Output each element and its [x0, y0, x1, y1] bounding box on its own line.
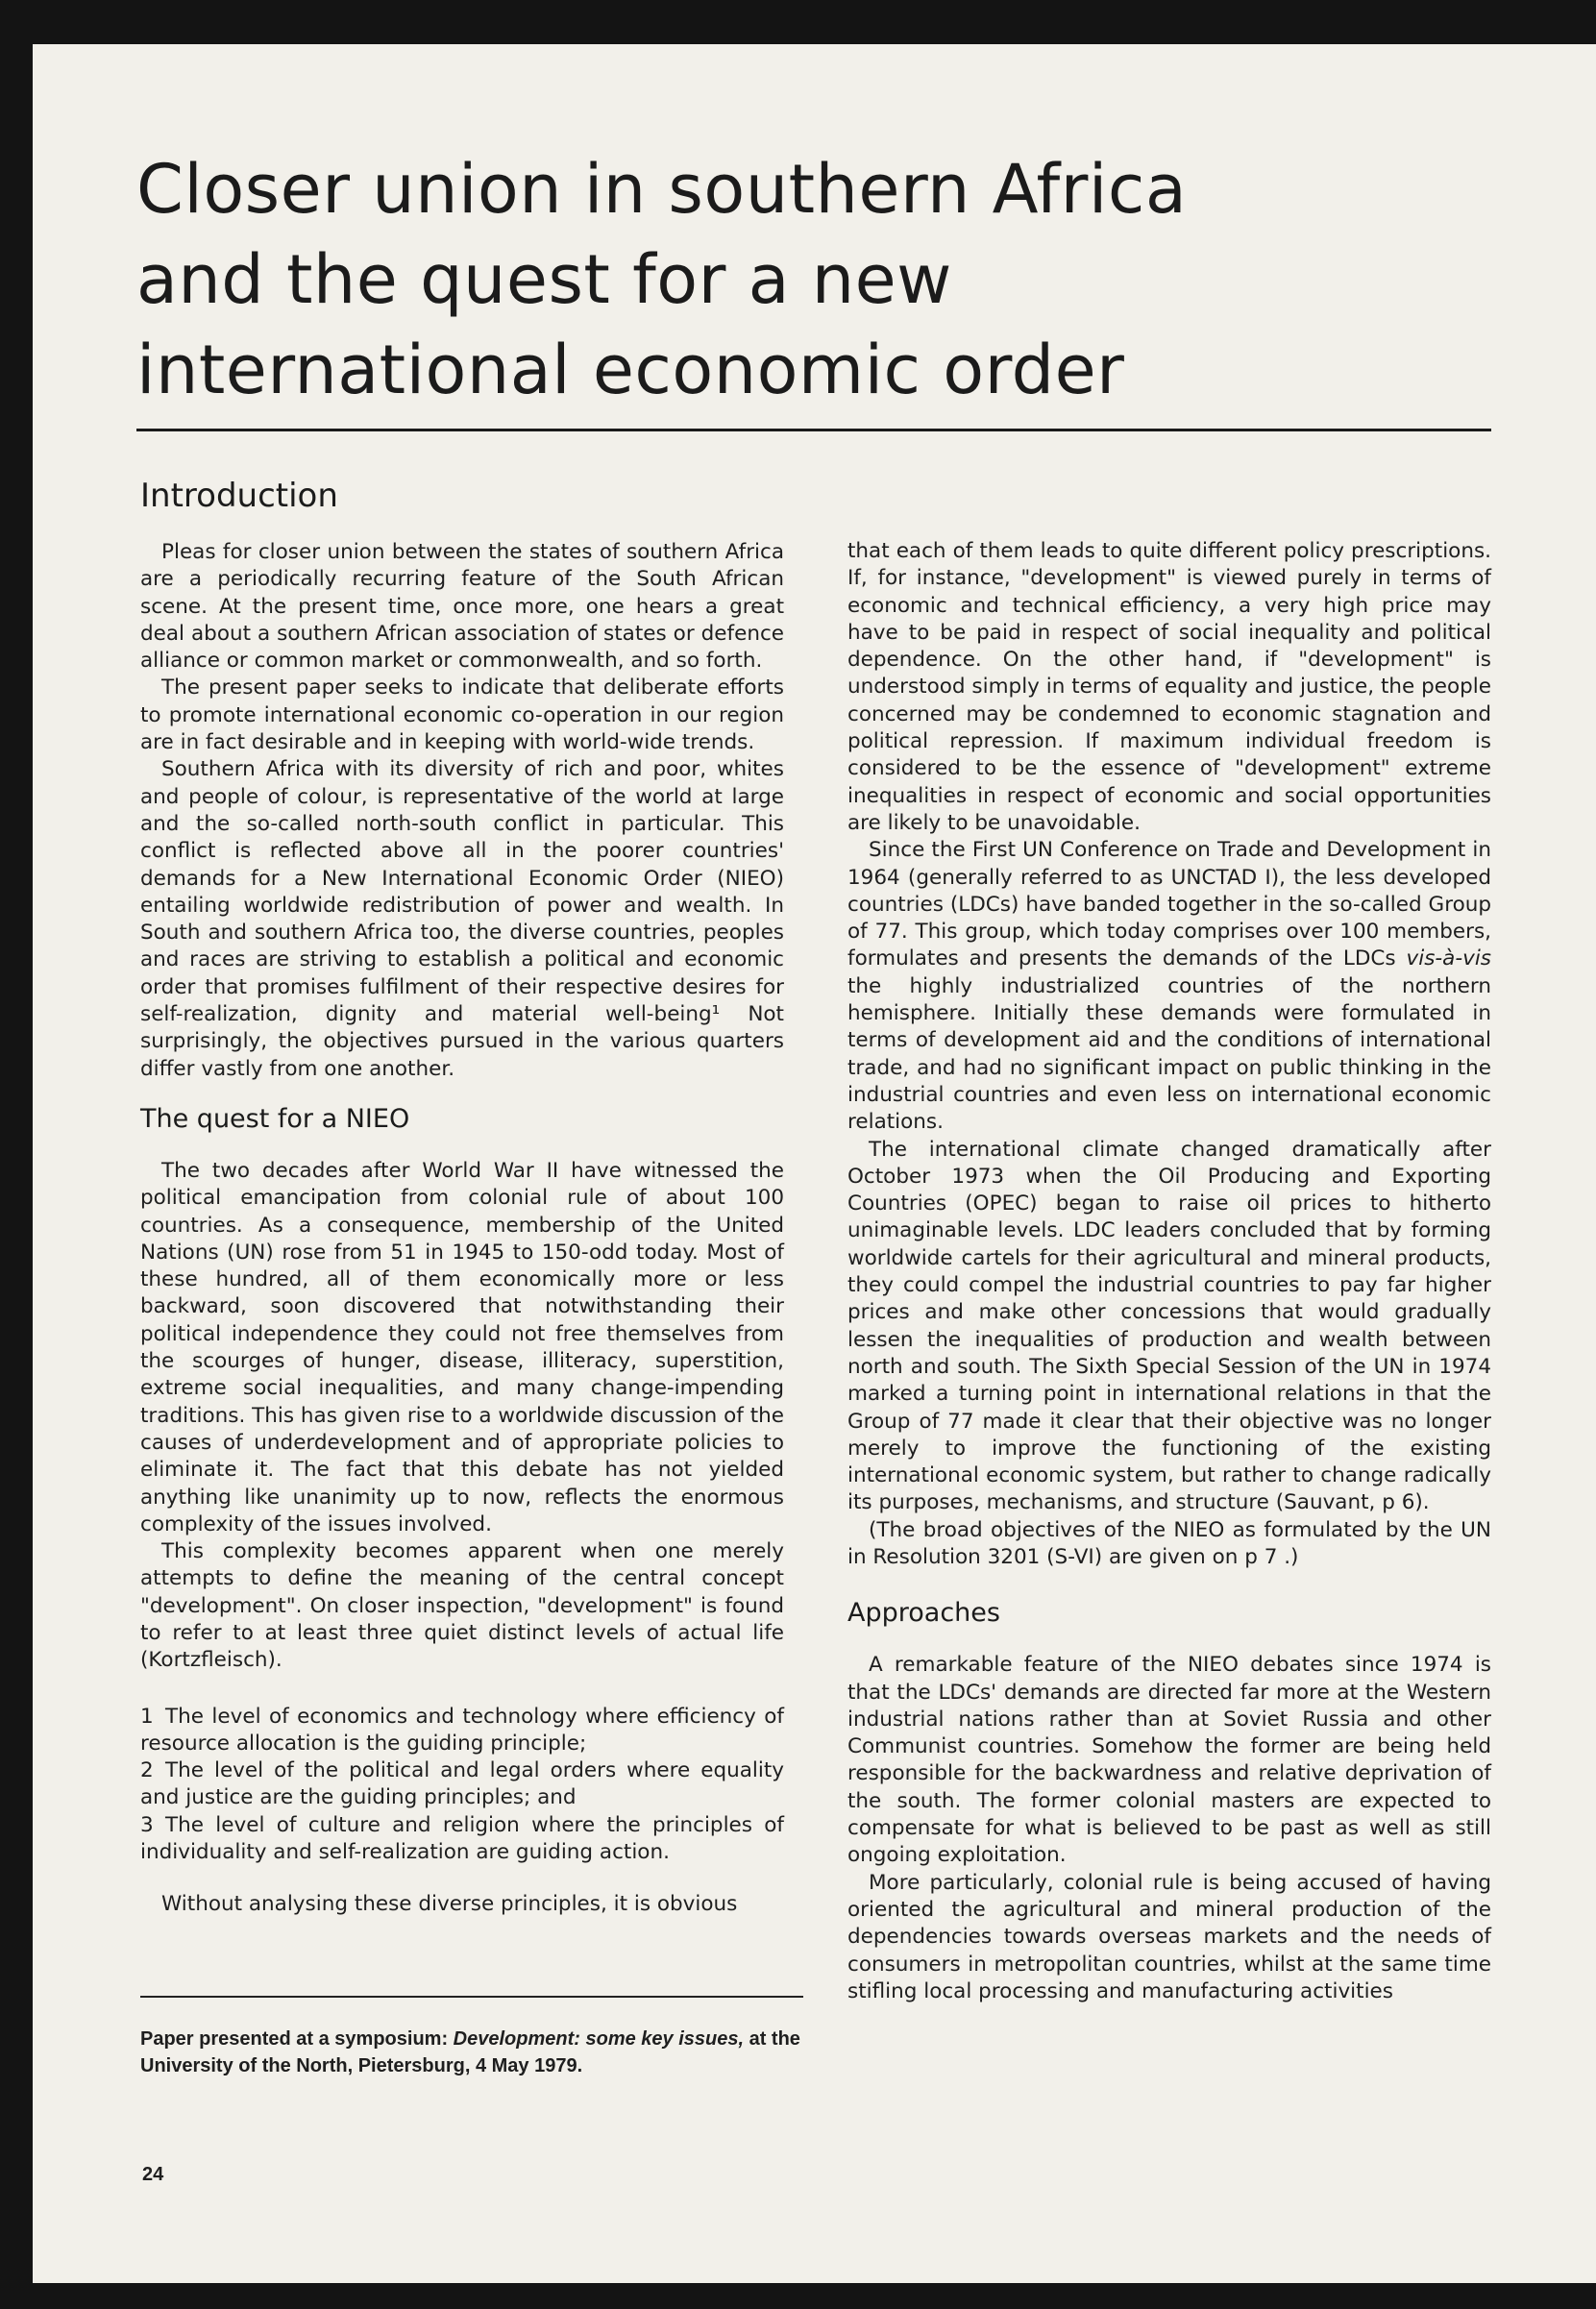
- paragraph: The present paper seeks to indicate that deliberate efforts to promote international economic co-operation in our region are in fact desirable and in keeping with world-wide trends.: [140, 676, 784, 755]
- title-line: international economic order: [136, 331, 1125, 409]
- paragraph: More particularly, colonial rule is being accused of having oriented the agricultural and mineral production of the dependencies towards overseas markets and the needs of consumers in metropolitan countries, whilst at the same time stifling local processing and manufacturing activities: [847, 1870, 1491, 2003]
- paragraph-italic: vis-à-vis: [1406, 946, 1491, 971]
- list-text: The level of economics and technology where efficiency of resource allocation is the guiding principle;: [140, 1704, 784, 1756]
- footnote-divider: [140, 1996, 803, 1998]
- paragraph: A remarkable feature of the NIEO debates since 1974 is that the LDCs' demands are directed far more at the Western industrial nations rather than at Soviet Russia and other Communist countries. Somehow the former are being held responsible for the backwardness and relative deprivation of the south. The former colonial masters are expected to compensate for what is believed to be past as well as still ongoing exploitation.: [847, 1653, 1491, 1868]
- list-item: [140, 1757, 784, 1812]
- paragraph: Without analysing these diverse principles, it is obvious: [161, 1892, 738, 1917]
- left-column: [140, 475, 784, 1919]
- list-item: [140, 1812, 784, 1867]
- page-number: 24: [142, 2164, 164, 2185]
- list-text: The level of the political and legal orders where equality and justice are the guiding principles; and: [140, 1758, 784, 1810]
- footnote-title: Development: some key issues,: [453, 2028, 745, 2050]
- paragraph: that each of them leads to quite different policy prescriptions. If, for instance, "development" is viewed purely in terms of economic and technical efficiency, a very high price may have to be paid in respect of social inequality and political dependence. On the other hand, if "development" is understood simply in terms of equality and justice, the people concerned may be condemned to economic stagnation and political repression. If maximum individual freedom is considered to be the essence of "development" extreme inequalities in respect of economic and social opportunities are likely to be unavoidable.: [847, 539, 1491, 835]
- heading-introduction: Introduction: [140, 477, 338, 515]
- list-number: 1: [140, 1704, 154, 1729]
- paragraph: Southern Africa with its diversity of rich and poor, whites and people of colour, is representative of the world at large and the so-called north-south conflict in particular. This conflict is reflected above all in the poorer countries' demands for a New International Economic Order (NIEO) entailing worldwide redistribution of power and wealth. In South and southern Africa too, the diverse countries, peoples and races are striving to establish a political and economic order that promises fulfilment of their respective desires for self-realization, dignity and material well-being¹ Not surprisingly, the objectives pursued in the various quarters differ vastly from one another.: [140, 757, 784, 1081]
- heading-approaches: Approaches: [847, 1598, 1000, 1629]
- paragraph-text: the highly industrialized countries of the northern hemisphere. Initially these demands were formulated in terms of development aid and the conditions of international trade, and had no significant impact on public thinking in the industrial countries and even less on international economic relations.: [847, 973, 1491, 1135]
- heading-quest-for-nieo: The quest for a NIEO: [140, 1103, 410, 1134]
- right-column: [847, 538, 1491, 2005]
- list-number: 2: [140, 1758, 154, 1783]
- development-levels-list: [140, 1704, 784, 1867]
- footnote-suffix: at the University of the North, Pietersburg, 4 May 1979.: [140, 2028, 800, 2076]
- title-line: and the quest for a new: [136, 240, 952, 319]
- paragraph: The international climate changed dramatically after October 1973 when the Oil Producing and Exporting Countries (OPEC) began to raise oil prices to hitherto unimaginable levels. LDC leaders concluded that by forming worldwide cartels for their agricultural and mineral products, they could compel the industrial countries to pay far higher prices and make other concessions that would gradually lessen the inequalities of production and wealth between north and south. The Sixth Special Session of the UN in 1974 marked a turning point in international relations in that the Group of 77 made it clear that their objective was no longer merely to improve the functioning of the existing international economic system, but rather to change radically its purposes, mechanisms, and structure (Sauvant, p 6).: [847, 1137, 1491, 1515]
- paragraph: Pleas for closer union between the states of southern Africa are a periodically recurring feature of the South African scene. At the present time, once more, one hears a great deal about a southern African association of states or defence alliance or common market or commonwealth, and so forth.: [140, 540, 784, 674]
- footnote: [140, 2026, 803, 2079]
- title-divider: [136, 429, 1491, 431]
- list-item: [140, 1704, 784, 1758]
- title-line: Closer union in southern Africa: [136, 150, 1188, 229]
- paragraph-text: Since the First UN Conference on Trade and Development in 1964 (generally referred to as UNCTAD I), the less developed countries (LDCs) have banded together in the so-called Group of 77. This group, which today comprises over 100 members, formulates and presents the demands of the LDCs: [847, 838, 1491, 971]
- paragraph: [847, 837, 1491, 1136]
- list-text: The level of culture and religion where the principles of individuality and self-realization are guiding action.: [140, 1812, 784, 1865]
- paragraph: This complexity becomes apparent when one merely attempts to define the meaning of the central concept "development". On closer inspection, "development" is found to refer to at least three quiet distinct levels of actual life (Kortzfleisch).: [140, 1539, 784, 1673]
- footnote-prefix: Paper presented at a symposium:: [140, 2028, 454, 2050]
- paragraph: (The broad objectives of the NIEO as formulated by the UN in Resolution 3201 (S-VI) are given on p 7 .): [847, 1517, 1491, 1569]
- paragraph: The two decades after World War II have witnessed the political emancipation from colonial rule of about 100 countries. As a consequence, membership of the United Nations (UN) rose from 51 in 1945 to 150-odd today. Most of these hundred, all of them economically more or less backward, soon discovered that notwithstanding their political independence they could not free themselves from the scourges of hunger, disease, illiteracy, superstition, extreme social inequalities, and many change-impending traditions. This has given rise to a worldwide discussion of the causes of underdevelopment and of appropriate policies to eliminate it. The fact that this debate has not yielded anything like unanimity up to now, reflects the enormous complexity of the issues involved.: [140, 1158, 784, 1536]
- list-number: 3: [140, 1812, 154, 1837]
- article-title: [136, 144, 1386, 415]
